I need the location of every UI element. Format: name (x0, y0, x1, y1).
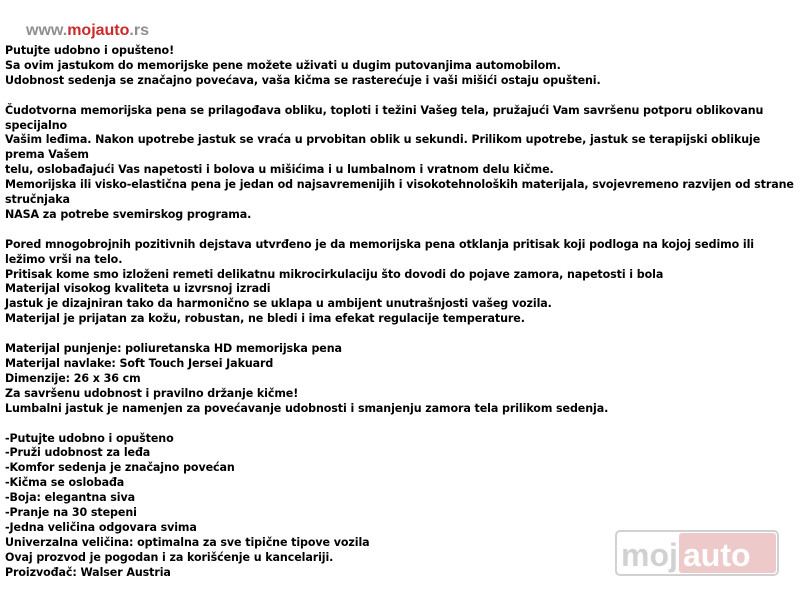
watermark-text-auto: auto (683, 537, 751, 573)
paragraph-benefits: Pored mnogobrojnih pozitivnih dejstava utvrđeno je da memorijska pena otklanja pritisak koji podloga na kojoj sedimo ili ležimo vrši na telo. Pritisak kome smo izloženi remeti delikatnu mikrocirkulaciju što dovodi do pojave zamora, napetosti i bola Materijal visokog kvaliteta u izvrsnoj izradi Jastuk je dizajniran tako da harmonično se uklapa u ambijent unutrašnjosti vašeg vozila. Materijal je prijatan za kožu, robustan, ne bledi i ima efekat regulacije temperature. (5, 237, 754, 326)
paragraph-feature-list: -Putujte udobno i opušteno -Pruži udobnost za leđa -Komfor sedenja je značajno povećan -Kičma se oslobađa -Boja: elegantna siva -Pranje na 30 stepeni -Jedna veličina odgovara svima Univerzalna veličina: optimalna za sve tipične tipove vozila Ovaj prozvod je pogodan i za korišćenje u kancelariji. Proizvođač: Walser Austria (5, 431, 370, 579)
watermark-text-moj: moj (621, 537, 678, 573)
site-url-prefix: www. (26, 22, 68, 39)
paragraph-gap (5, 223, 795, 238)
site-url[interactable] (26, 22, 149, 40)
site-url-suffix: .rs (129, 22, 149, 39)
watermark-svg (615, 528, 779, 578)
paragraph-memory-foam: Čudotvorna memorijska pena se prilagođava obliku, toploti i težini Vašeg tela, pružajući Vam savršenu potporu oblikovanu specijalno Vašim leđima. Nakon upotrebe jastuk se vraća u prvobitan oblik u sekundi. Prilikom upotrebe, jastuk se terapijski oblikuje prema Vašem telu, oslobađajući Vas napetosti i bolova u mišićima i u lumbalnom i vratnom delu kičme. Memorijska ili visko-elastična pena je jedan od najsavremenijih i visokotehnoloških materijala, svojevremeno razvijen od strane stručnjaka NASA za potrebe svemirskog programa. (5, 103, 794, 221)
paragraph-intro: Putujte udobno i opušteno! Sa ovim jastukom do memorijske pene možete uživati u dugim putovanjima automobilom. Udobnost sedenja se značajno povećava, vaša kičma se rasterećuje i vaši mišići ostaju opušteni. (5, 44, 601, 87)
product-description (5, 44, 795, 581)
site-url-brand: mojauto (67, 22, 130, 39)
mojauto-watermark-logo (615, 528, 779, 578)
paragraph-gap (5, 417, 795, 432)
paragraph-gap (5, 327, 795, 342)
paragraph-specifications: Materijal punjenje: poliuretanska HD memorijska pena Materijal navlake: Soft Touch Jersei Jakuard Dimenzije: 26 x 36 cm Za savršenu udobnost i pravilno držanje kičme! Lumbalni jastuk je namenjen za povećavanje udobnosti i smanjenju zamora tela prilikom sedenja. (5, 342, 609, 415)
paragraph-gap (5, 89, 795, 104)
